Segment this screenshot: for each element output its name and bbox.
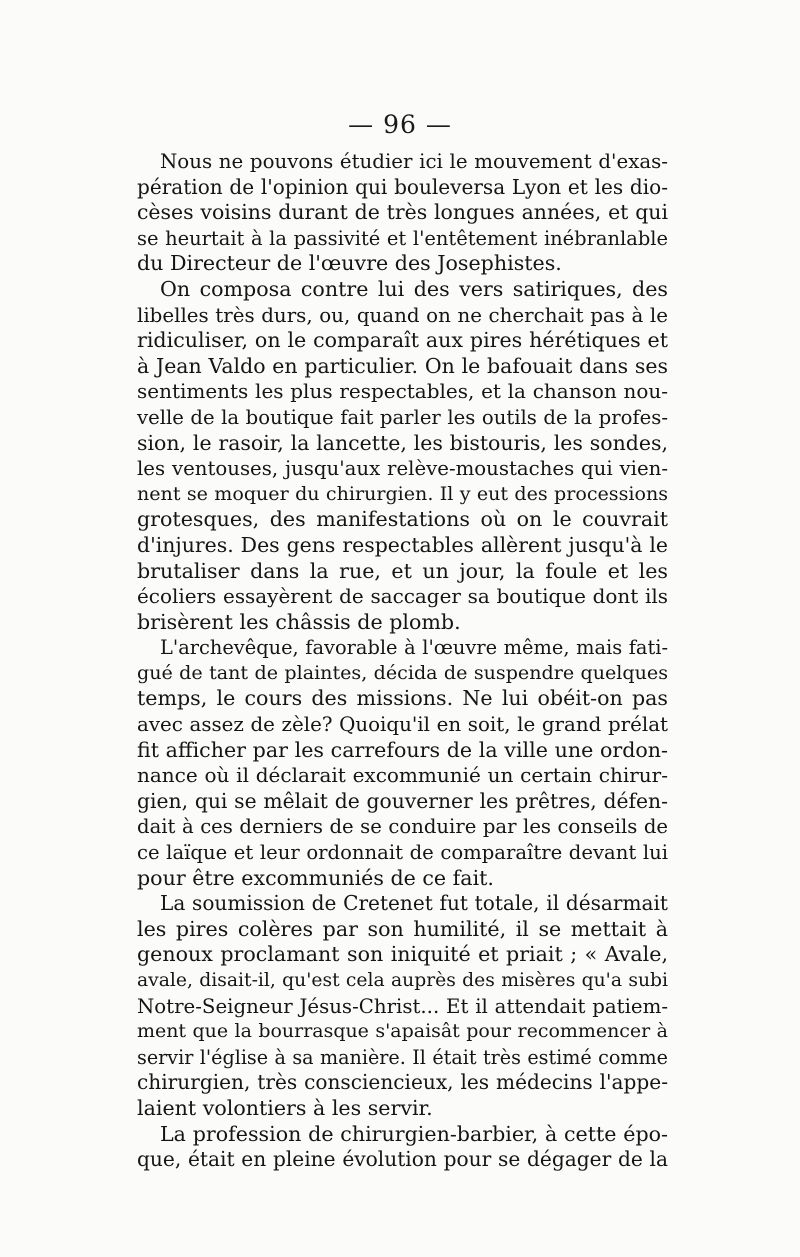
text-line: La soumission de Cretenet fut totale, il désarmait — [160, 891, 668, 916]
text-line: les pires colères par son humilité, il se mettait à — [137, 916, 668, 941]
text-line: avale, disait-il, qu'est cela auprès des misères qu'a subi — [137, 970, 668, 991]
text-line: Notre-Seigneur Jésus-Christ... Et il attendait patiem- — [137, 994, 668, 1018]
text-line: gien, qui se mêlait de gouverner les prêtres, défen- — [137, 788, 668, 813]
text-line: La profession de chirurgien-barbier, à cette épo- — [160, 1121, 668, 1146]
text-line: les ventouses, jusqu'aux relève-moustaches qui vien- — [137, 457, 668, 481]
text-line: temps, le cours des missions. Ne lui obéit-on pas — [137, 686, 668, 711]
text-line: fit afficher par les carrefours de la ville une ordon- — [137, 737, 668, 762]
text-line: pération de l'opinion qui bouleversa Lyon et les dio- — [137, 174, 668, 199]
text-line: chirurgien, très consciencieux, les médecins l'appe- — [137, 1070, 668, 1095]
text-line: ce laïque et leur ordonnait de comparaître devant lui — [137, 841, 668, 865]
text-line: dait à ces derniers de se conduire par les conseils de — [137, 815, 668, 839]
text-line: nance où il déclarait excommunié un certain chirur- — [137, 763, 668, 788]
text-line: genoux proclamant son iniquité et priait ; « Avale, — [137, 942, 668, 967]
text-line: sion, le rasoir, la lancette, les bistouris, les sondes, — [137, 430, 668, 455]
text-line: L'archevêque, favorable à l'œuvre même, mais fati- — [160, 636, 668, 660]
body-text — [137, 149, 668, 1173]
text-line: ment que la bourrasque s'apaisât pour recommencer à — [137, 1020, 668, 1043]
text-line: nent se moquer du chirurgien. Il y eut des processions — [137, 482, 668, 505]
text-line: écoliers essayèrent de saccager sa boutique dont ils — [137, 584, 668, 609]
text-line: d'injures. Des gens respectables allèrent jusqu'à le — [137, 532, 668, 557]
text-line: cèses voisins durant de très longues années, et qui — [137, 200, 668, 225]
text-line: On composa contre lui des vers satiriques, des — [160, 276, 668, 301]
text-line: à Jean Valdo en particulier. On le bafouait dans ses — [137, 353, 668, 378]
text-line: servir l'église à sa manière. Il était très estimé comme — [137, 1045, 668, 1069]
text-line: grotesques, des manifestations où on le couvrait — [137, 507, 668, 532]
text-line: gué de tant de plaintes, décida de suspendre quelques — [137, 661, 668, 684]
text-line: du Directeur de l'œuvre des Josephistes. — [137, 251, 562, 276]
text-line: avec assez de zèle? Quoiqu'il en soit, le grand prélat — [137, 713, 668, 737]
text-line: sentiments les plus respectables, et la chanson nou- — [137, 379, 668, 404]
text-line: se heurtait à la passivité et l'entêtement inébranlable — [137, 226, 668, 250]
text-line: pour être excommuniés de ce fait. — [137, 865, 494, 890]
text-line: brutaliser dans la rue, et un jour, la foule et les — [137, 558, 668, 583]
text-line: brisèrent les châssis de plomb. — [137, 609, 461, 634]
text-line: que, était en pleine évolution pour se dégager de la — [137, 1147, 668, 1172]
page-number: — 96 — — [348, 110, 452, 139]
text-line: ridiculiser, on le comparaît aux pires hérétiques et — [137, 328, 668, 353]
text-line: Nous ne pouvons étudier ici le mouvement d'exas- — [160, 150, 668, 173]
text-line: velle de la boutique fait parler les outils de la profes- — [137, 405, 668, 429]
text-line: laient volontiers à les servir. — [137, 1095, 433, 1120]
text-line: libelles très durs, ou, quand on ne cherchait pas à le — [137, 303, 668, 327]
